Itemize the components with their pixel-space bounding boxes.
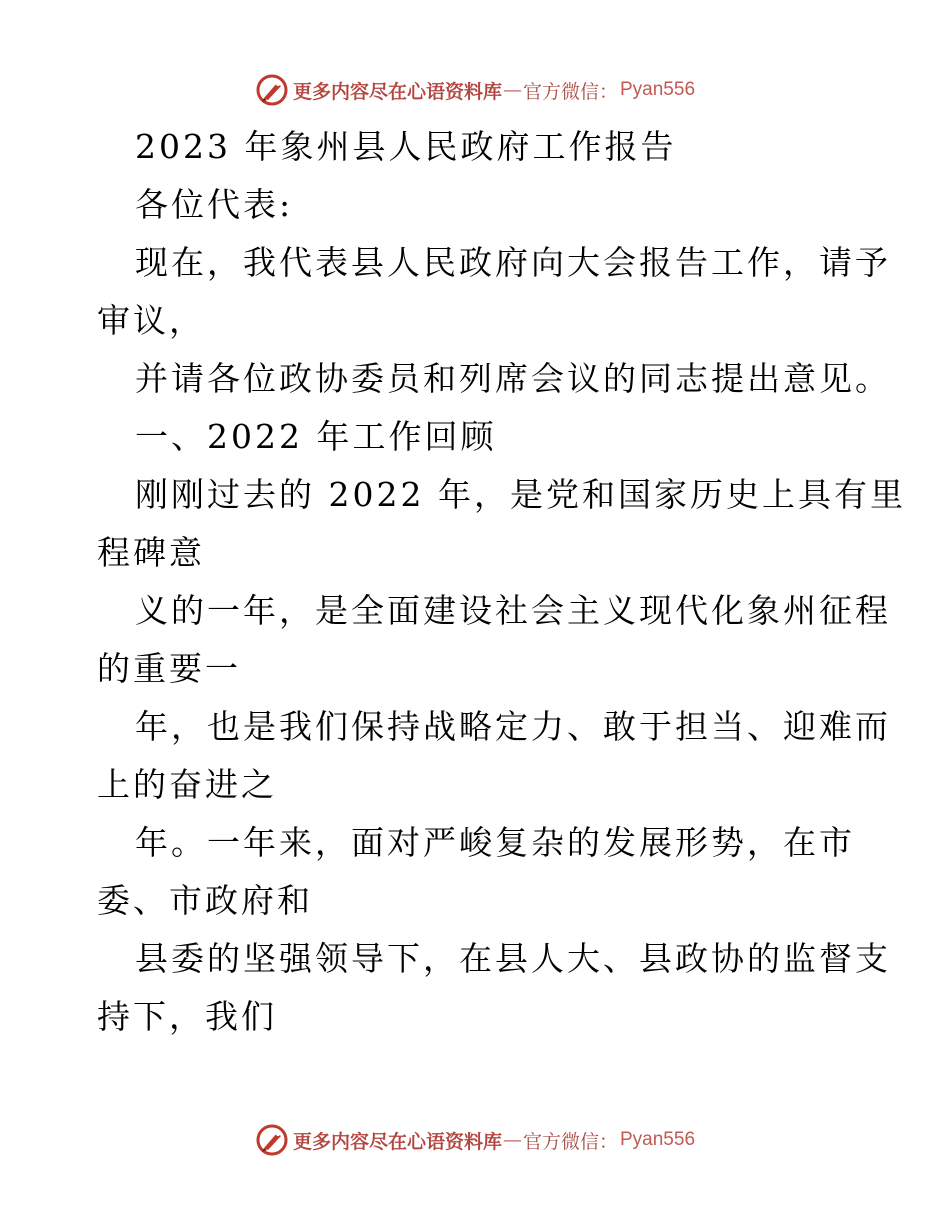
banner-dash: — [502, 79, 522, 101]
document-line: 2023 年象州县人民政府工作报告 [135, 127, 677, 166]
header-watermark-banner [0, 72, 950, 108]
banner-text: 更多内容尽在心语资料库 [292, 80, 502, 103]
document-line: 一、2022 年工作回顾 [135, 417, 497, 456]
banner-wechat-id: Pyan556 [620, 1129, 696, 1150]
document-line: 程碑意 [97, 533, 205, 572]
banner-dash: — [502, 1129, 522, 1151]
document-line: 年，也是我们保持战略定力、敢于担当、迎难而 [135, 707, 891, 746]
document-line: 各位代表: [135, 185, 294, 224]
document-line: 的重要一 [97, 649, 241, 688]
banner-text: 更多内容尽在心语资料库 [292, 1130, 502, 1153]
pen-logo-icon [255, 1123, 289, 1157]
document-line: 现在，我代表县人民政府向大会报告工作，请予 [135, 243, 891, 282]
document-body [97, 118, 906, 1046]
document-line: 年。一年来，面对严峻复杂的发展形势，在市 [135, 823, 855, 862]
pen-logo-icon [255, 73, 289, 107]
document-line: 并请各位政协委员和列席会议的同志提出意见。 [135, 359, 891, 398]
footer-watermark-banner [0, 1122, 950, 1158]
document-line: 审议， [97, 301, 205, 340]
document-line: 委、市政府和 [97, 881, 313, 920]
banner-wechat-id: Pyan556 [620, 79, 696, 100]
banner-official-label: 官方微信： [522, 80, 618, 103]
document-line: 义的一年，是全面建设社会主义现代化象州征程 [135, 591, 891, 630]
document-line: 刚刚过去的 2022 年，是党和国家历史上具有里 [135, 475, 906, 514]
document-line: 县委的坚强领导下，在县人大、县政协的监督支 [135, 939, 891, 978]
document-line: 持下，我们 [97, 997, 277, 1036]
banner-official-label: 官方微信： [522, 1130, 618, 1153]
document-line: 上的奋进之 [97, 765, 277, 804]
